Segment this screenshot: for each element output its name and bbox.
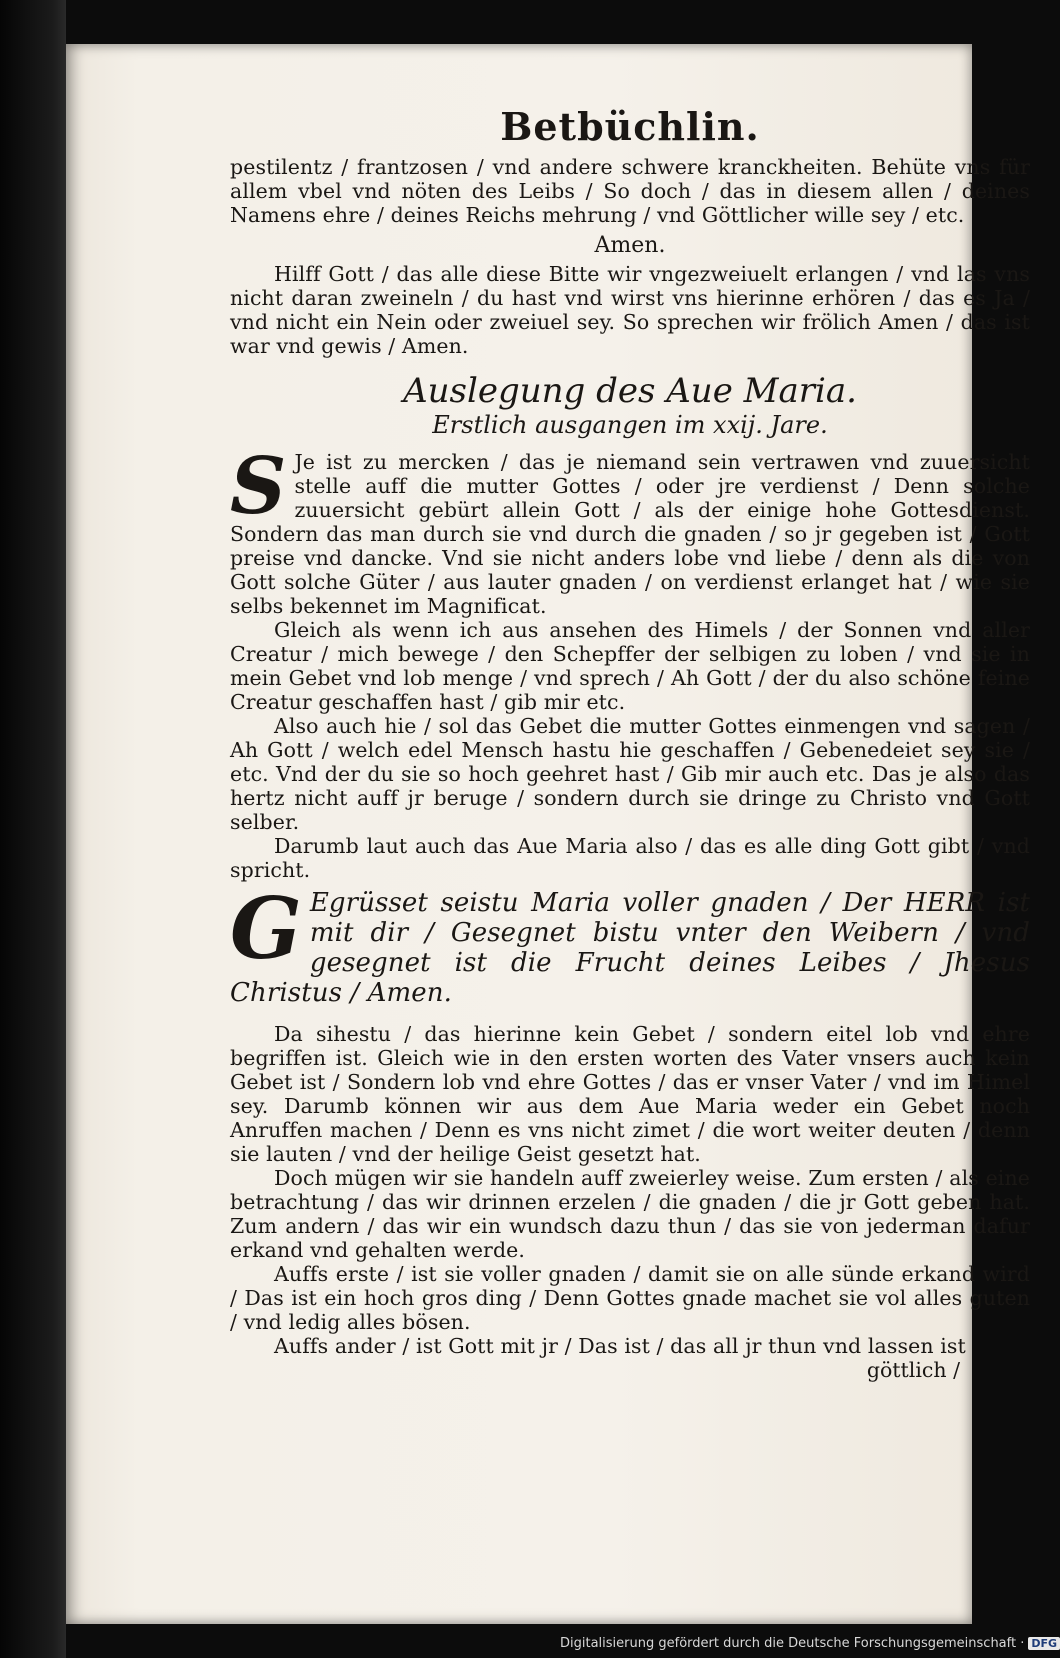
scan-border: [0, 0, 66, 1658]
section-title: Auslegung des Aue Maria.: [403, 371, 857, 411]
paragraph-da-sihestu: Da sihestu / das hierinne kein Gebet / sondern eitel lob vnd ehre begriffen ist. Gleich wie in den ersten worten des Vater vnsers auch kein Gebet ist / Sondern lob vnd ehre Gottes / das er vnser Vater / vnd im Himel sey. Darumb können wir aus dem Aue Maria weder ein Gebet noch Anruffen machen / Denn es vns nicht zimet / die wort weiter deuten / denn sie lauten / vnd der heilige Geist gesetzt hat.: [230, 1022, 1030, 1166]
ave-maria-salutation: [230, 879, 1030, 1008]
salutation-text: Egrüsset seistu Maria voller gnaden / Der HERR ist mit dir / Gesegnet bistu vnter den Weibern / vnd gesegnet ist die Frucht deines Leibes / Jhesus Christus / Amen.: [230, 888, 1030, 1008]
section-subtitle: Erstlich ausgangen im xxij. Jare.: [432, 411, 828, 439]
credit-text: Digitalisierung gefördert durch die Deutsche Forschungsgemeinschaft ·: [560, 1636, 1025, 1651]
running-head: Betbüchlin.: [500, 104, 760, 149]
paragraph-auffs-ander: Auffs ander / ist Gott mit jr / Das ist / das all jr thun vnd lassen ist: [274, 1334, 966, 1358]
amen-line: Amen.: [594, 233, 666, 258]
dfg-logo: DFG: [1028, 1637, 1060, 1650]
paragraph-introduction: [230, 441, 1030, 618]
paragraph-introduction-text: Je ist zu mercken / das je niemand sein vertrawen vnd zuuersicht stelle auff die mutter Gottes / oder jre verdienst / Denn solche zuuersicht gebürt allein Gott / als der einige hohe Gottesdienst. Sondern das man durch sie vnd durch die gnaden / so jr gegeben ist / Gott preise vnd dancke. Vnd sie nicht anders lobe vnd liebe / denn als die von Gott solche Güter / aus lauter gnaden / on verdienst erlanget hat / wie sie selbs bekennet im Magnificat.: [230, 450, 1030, 618]
book-page: [66, 44, 1030, 1624]
paragraph-auffs-erste: Auffs erste / ist sie voller gnaden / damit sie on alle sünde erkand wird / Das ist ein hoch gros ding / Denn Gottes gnade machet sie vol alles guten / vnd ledig alles bösen.: [230, 1262, 1030, 1334]
paragraph-also-auch: Also auch hie / sol das Gebet die mutter Gottes einmengen vnd sagen / Ah Gott / welch edel Mensch hastu hie geschaffen / Gebenedeiet sey sie / etc. Vnd der du sie so hoch geehret hast / Gib mir auch etc. Das je also das hertz nicht auff jr beruge / sondern durch sie dringe zu Christo vnd Gott selber.: [230, 714, 1030, 834]
decorated-initial: S: [230, 441, 287, 532]
paragraph-gleich-als: Gleich als wenn ich aus ansehen des Himels / der Sonnen vnd aller Creatur / mich bewege / den Schepffer der selbigen zu loben / vnd sie in mein Gebet vnd lob menge / vnd sprech / Ah Gott / der du also schöne feine Creatur geschaffen hast / gib mir etc.: [230, 618, 1030, 714]
paragraph-petition-end: pestilentz / frantzosen / vnd andere schwere kranckheiten. Behüte vns für allem vbel vnd nöten des Leibs / So doch / das in diesem allen / deines Namens ehre / deines Reichs mehrung / vnd Göttlicher wille sey / etc.: [230, 155, 1030, 227]
catchword: göttlich /: [866, 1358, 960, 1382]
paragraph-doch-muegen: Doch mügen wir sie handeln auff zweierley weise. Zum ersten / als eine betrachtung / das wir drinnen erzelen / die gnaden / die jr Gott geben hat. Zum andern / das wir ein wundsch dazu thun / das sie von jederman dafur erkand vnd gehalten werde.: [230, 1166, 1030, 1262]
decorated-initial: G: [230, 879, 302, 978]
page-text-area: [230, 104, 1030, 1382]
digitization-credit: [560, 1636, 1058, 1651]
paragraph-darumb: Darumb laut auch das Aue Maria also / das es alle ding Gott gibt / vnd spricht.: [230, 834, 1030, 882]
paragraph-hilff-gott: Hilff Gott / das alle diese Bitte wir vngezweiuelt erlangen / vnd las vns nicht daran zweineln / du hast vnd wirst vns hierinne erhören / das es Ja / vnd nicht ein Nein oder zweiuel sey. So sprechen wir frölich Amen / das ist war vnd gewis / Amen.: [230, 262, 1030, 358]
